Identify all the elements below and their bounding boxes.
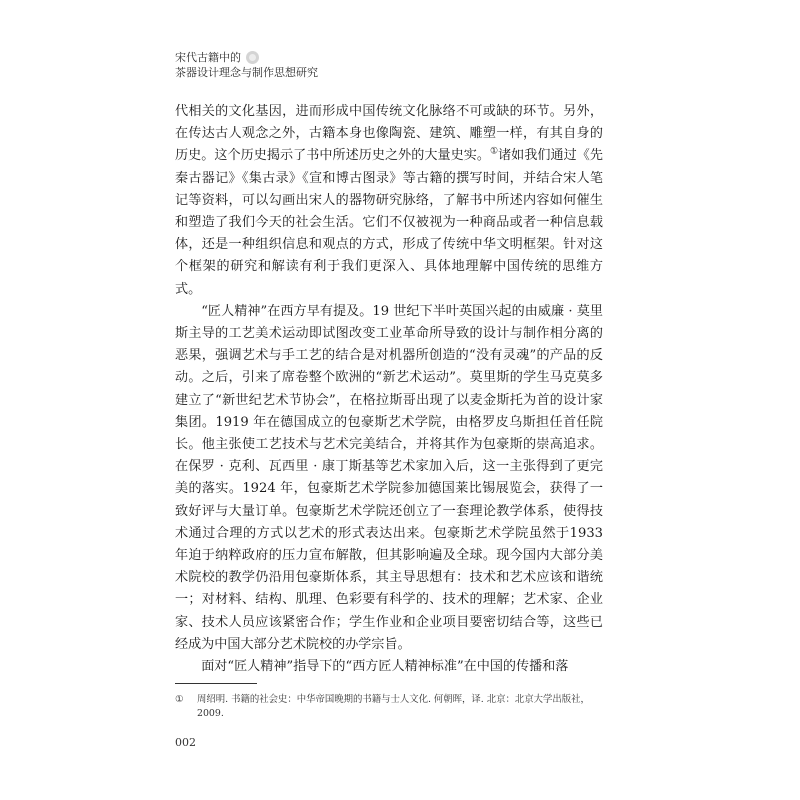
- body-text: [175, 101, 603, 678]
- paragraph-text: 诸如我们通过《先秦古器记》《集古录》《宣和博古图录》等古籍的撰写时间，并结合宋人笔记等资料，可以勾画出宋人的器物研究脉络，了解书中所述内容如何催生和塑造了我们今天的社会生活。它们不仅被视为一种商品或者一种信息载体，还是一种组织信息和观点的方式，形成了传统中华文明框架。针对这个框架的研究和解读有利于我们更深入、具体地理解中国传统的思维方式。: [175, 148, 604, 297]
- paragraph-final: 面对“匠人精神”指导下的“西方匠人精神标准”在中国的传播和落: [201, 659, 569, 675]
- header-book-title-line1: 宋代古籍中的: [175, 51, 241, 64]
- paragraph-craftsman-spirit: “匠人精神”在西方早有提及。19 世纪下半叶英国兴起的由威廉 · 莫里斯主导的工艺美术运动即试图改变工业革命所导致的设计与制作相分离的恶果，强调艺术与手工艺的结合是对机器所创造的“没有灵魂”的产品的反动。之后，引来了席卷整个欧洲的“新艺术运动”。莫里斯的学生马克莫多建立了“新世纪艺术节协会”，在格拉斯哥出现了以麦金斯托为首的设计家集团。1919 年在德国成立的包豪斯艺术学院，由格罗皮乌斯担任首任院长。他主张使工艺技术与艺术完美结合，并将其作为包豪斯的崇高追求。在保罗 · 克利、瓦西里 · 康丁斯基等艺术家加入后，这一主张得到了更完美的落实。1924 年，包豪斯艺术学院参加德国莱比锡展览会，获得了一致好评与大量订单。包豪斯艺术学院还创立了一套理论教学体系，使得技术通过合理的方式以艺术的形式表达出来。包豪斯艺术学院虽然于1933 年迫于纳粹政府的压力宣布解散，但其影响遍及全球。现今国内大部分美术院校的教学仍沿用包豪斯体系，其主导思想有：技术和艺术应该和谐统一；对材料、结构、肌理、色彩要有科学的、技术的理解；艺术家、企业家、技术人员应该紧密合作；学生作业和企业项目要密切结合等，这些已经成为中国大部分艺术院校的办学宗旨。: [175, 303, 603, 652]
- footnote-reference[interactable]: ①: [489, 147, 499, 158]
- paragraph-text: 代相关的文化基因，进而形成中国传统文化脉络不可或缺的环节。另外，在传达古人观念之外，古籍本身也像陶瓷、建筑、雕塑一样，有其自身的历史。这个历史揭示了书中所述历史之外的大量史实。: [175, 104, 603, 164]
- running-header: [175, 50, 318, 80]
- header-book-title-line2: 茶器设计理念与制作思想研究: [175, 66, 318, 79]
- footnote-divider: [175, 683, 257, 684]
- footnote-text: 周绍明. 书籍的社会史：中华帝国晚期的书籍与士人文化. 何朝晖，译. 北京：北京大学出版社，2009.: [197, 694, 590, 719]
- page-number: 002: [175, 736, 196, 749]
- flower-ornament-icon: [246, 51, 259, 64]
- footnote-mark: ①: [175, 694, 184, 705]
- footnote: [175, 693, 603, 721]
- paragraph-continuation: [175, 101, 603, 301]
